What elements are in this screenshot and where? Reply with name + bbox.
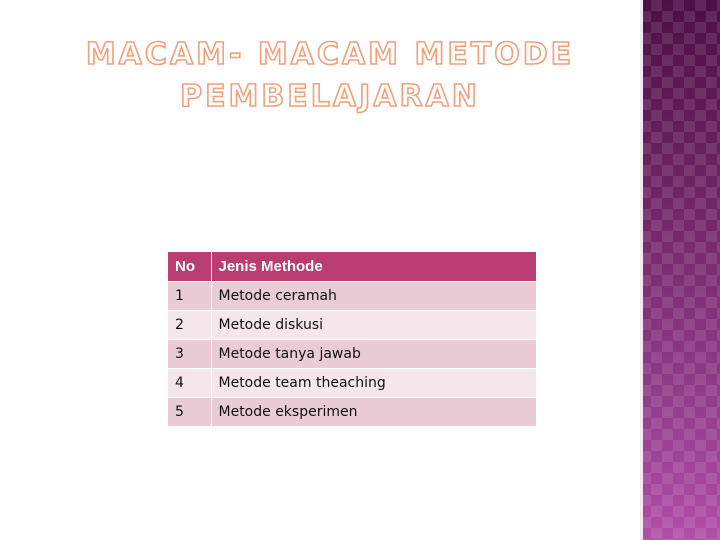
row-number-cell: 2 (168, 310, 211, 339)
side-band-divider (640, 0, 643, 540)
method-name-cell: Metode eksperimen (211, 397, 536, 426)
decorative-side-band (640, 0, 720, 540)
row-number-cell: 1 (168, 281, 211, 310)
table-row (168, 281, 536, 310)
row-number-cell: 3 (168, 339, 211, 368)
method-name-cell: Metode diskusi (211, 310, 536, 339)
slide-title-line-2: PEMBELAJARAN (180, 79, 480, 114)
method-name-cell: Metode tanya jawab (211, 339, 536, 368)
row-number-cell: 4 (168, 368, 211, 397)
table-row (168, 339, 536, 368)
row-number-cell: 5 (168, 397, 211, 426)
column-header-no: No (168, 252, 211, 281)
table-row (168, 368, 536, 397)
method-name-cell: Metode team theaching (211, 368, 536, 397)
slide-title-line-1: MACAM- MACAM METODE (85, 37, 575, 72)
table-header-row (168, 252, 536, 281)
table-row (168, 310, 536, 339)
method-name-cell: Metode ceramah (211, 281, 536, 310)
methods-table (168, 252, 536, 427)
table-row (168, 397, 536, 426)
column-header-method: Jenis Methode (211, 252, 536, 281)
slide-title (60, 34, 600, 118)
